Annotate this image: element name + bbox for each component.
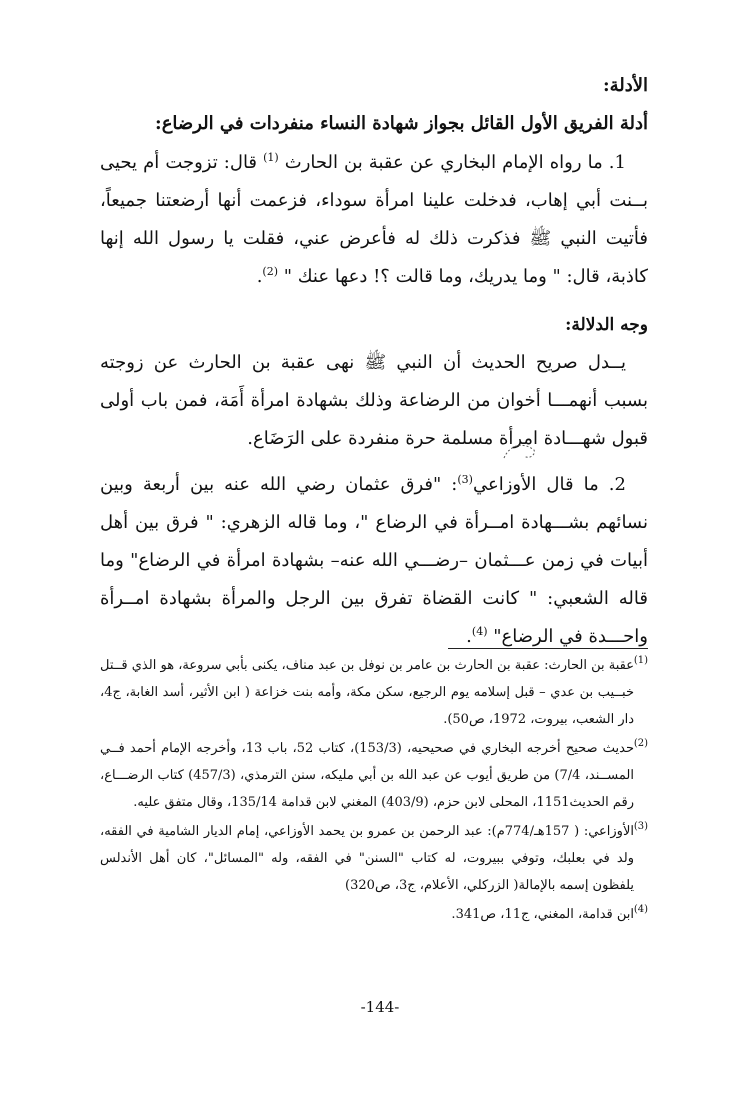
footnote-ref-1: (1) [263,151,279,164]
evidence-2-paragraph [100,466,648,656]
evidence-2-text-b: : "فرق عثمان رضي الله عنه بين أربعة وبين نسائهم بشـــهادة امــرأة في الرضاع "، وما قاله الزهري: " فرق بين أهل أبيات في زمن عـــثمان –رضـــي الله عنه– بشهادة امرأة في الرضاع" وما قاله الشعبي: " كانت القضاة تفرق بين الرجل والمرأة بشهادة امــرأة واحـــدة في الرضاع" [100,474,648,647]
evidence-1-paragraph [100,144,648,296]
footnote-1-text: عقبة بن الحارث: عقبة بن الحارث بن عامر بن نوفل بن عبد مناف، يكنى بأبي سروعة، هو الذي قــتل خبــيب بن عدي – قبل إسلامه يوم الرجيع، سكن مكة، وأمه بنت خزاعة ( ابن الأثير، أسد الغابة، ج4، دار الشعب، بيروت، 1972، ص50). [100,658,634,727]
footnote-4-text: ابن قدامة، المغني، ج11، ص341. [451,907,634,922]
footnote-2-text: حديث صحيح أخرجه البخاري في صحيحيه، (153/3)، كتاب 52، باب 13، وأخرجه الإمام أحمد فــي المســند، 7/4) من طريق أيوب عن عبد الله بن أبي مليكه، سنن الترمذي، (457/3) كتاب الرضـــاع، رقم الحديث1151، المحلى لابن حزم، (403/9) المغني لابن قدامة 135/14، وقال متفق عليه. [100,741,635,810]
pen-scribble-mark [500,440,540,466]
footnote-2 [100,735,648,816]
indication-title: وجه الدلالة: [565,315,648,335]
footnote-ref-4: (4) [471,625,488,638]
evidence-2-text-a: ما قال الأوزاعي [472,474,599,495]
footnote-2-number: (2) [633,738,648,749]
footnote-3-number: (3) [633,821,648,832]
footnote-divider [448,648,648,649]
evidence-1-number: 1. [608,152,626,173]
footnote-3 [100,818,648,899]
footnote-ref-3: (3) [457,473,473,486]
indication-paragraph: يــدل صريح الحديث أن النبي ﷺ نهى عقبة بن الحارث عن زوجته بسبب أنهمـــا أخوان من الرضاعة وذلك بشهادة امرأة أَمَة، فمن باب أولى قبول شهـــادة امرأة مسلمة حرة منفردة على الرَضَاع. [100,352,648,449]
main-text [100,72,648,656]
evidence-1-text-a: ما رواه الإمام البخاري عن عقبة بن الحارث [284,152,603,173]
footnote-4-number: (4) [633,904,648,915]
page-number: -144- [360,998,400,1016]
evidence-1-text-b: قال: تزوجت أم يحيى بــنت أبي إهاب، فدخلت علينا امرأة سوداء، فزعمت أنها أرضعتنا جميعاً، فأتيت النبي ﷺ فذكرت ذلك له فأعرض عني، فقلت يا رسول الله إنها كاذبة، قال: " وما يدريك، وما قالت ؟! دعها عنك " [100,152,648,287]
footnote-3-text: الأوزاعي: ( 157هـ/774م): عبد الرحمن بن عمرو بن يحمد الأوزاعي، إمام الديار الشامية في الفقه، ولد في بعلبك، وتوفي ببيروت، له كتاب "السنن" في الفقه، وله "المسائل"، كان أهل الأندلس يلفظون إسمه بالإمالة( الزركلي، الأعلام، ج3، ص320) [100,824,634,893]
page-heading: الأدلة: [602,75,648,96]
footnote-ref-2: (2) [262,265,279,278]
evidence-1-text-c: . [256,266,263,287]
evidence-2-number: 2. [608,474,626,495]
section-subheading: أدلة الفريق الأول القائل بجواز شهادة النساء منفردات في الرضاع: [155,113,648,134]
evidence-2-text-c: . [466,626,472,647]
footnote-1 [100,652,648,733]
footnotes [100,652,648,930]
footnote-1-number: (1) [633,655,648,666]
footnote-4 [100,901,648,928]
